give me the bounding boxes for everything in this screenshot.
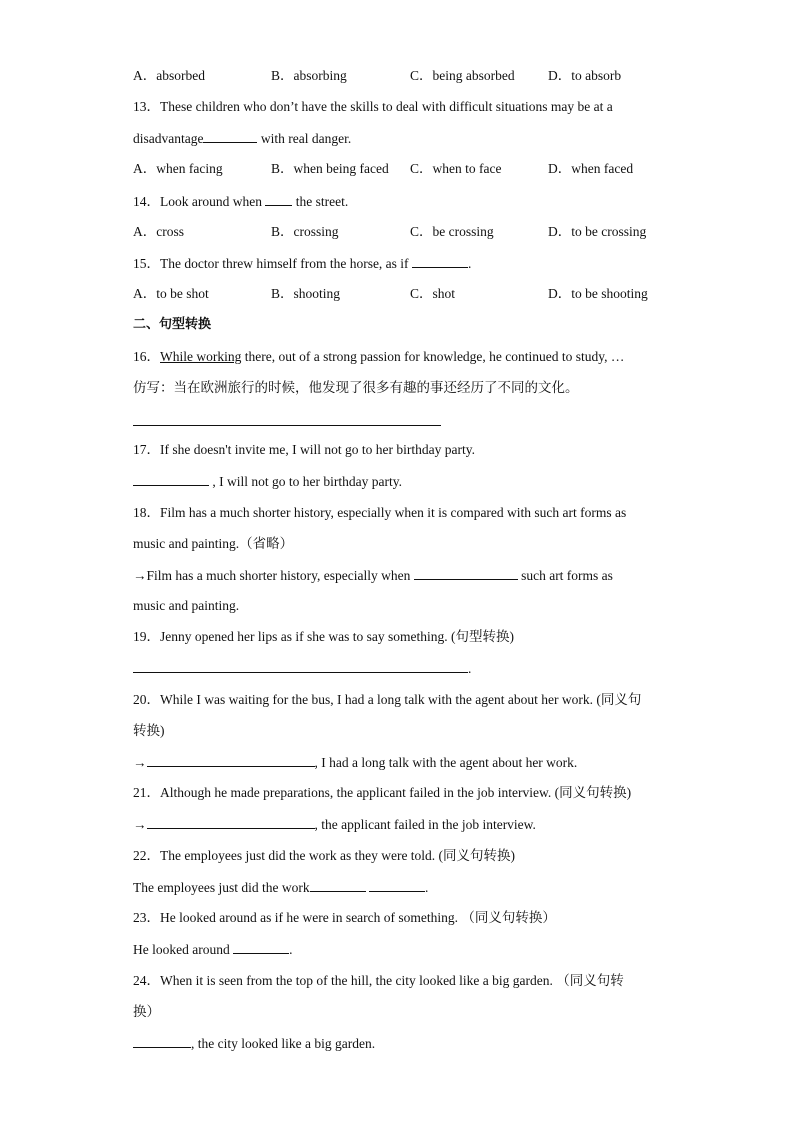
q21-answer-blank <box>147 815 315 829</box>
q14-answer-blank <box>265 192 292 206</box>
q13-option-b: B．when being faced <box>271 161 389 176</box>
q16-stem <box>133 348 624 366</box>
q19-answer <box>133 659 471 678</box>
q12-option-b: B．absorbing <box>271 68 347 83</box>
q15-stem-part1: 15．The doctor threw himself from the horse, as if <box>133 256 412 271</box>
q21-answer <box>133 815 536 834</box>
q22-answer <box>133 878 428 897</box>
q15-answer-blank <box>412 254 468 268</box>
q13-stem-part1: disadvantage <box>133 131 204 146</box>
q14-stem <box>133 192 348 211</box>
q15-option-a: A．to be shot <box>133 286 209 301</box>
q23-answer <box>133 940 292 959</box>
q16-underlined-phrase: While working <box>160 349 242 364</box>
q12-option-d: D．to absorb <box>548 68 622 83</box>
q24-stem-line2: 换） <box>133 1004 160 1019</box>
q20-arrow: → <box>133 755 147 770</box>
q20-answer-tail: , I had a long talk with the agent about her work. <box>314 755 578 770</box>
q24-answer-blank <box>133 1034 191 1048</box>
q19-stem: 19．Jenny opened her lips as if she was to say something. (句型转换) <box>133 629 514 644</box>
q22-answer-end: . <box>424 880 429 895</box>
q14-option-c: C．be crossing <box>410 224 494 239</box>
q15-option-d: D．to be shooting <box>548 286 648 301</box>
q24-answer-tail: , the city looked like a big garden. <box>191 1036 376 1051</box>
q24-answer <box>133 1034 375 1053</box>
q13-option-c: C．when to face <box>410 161 502 176</box>
q23-stem: 23．He looked around as if he were in search of something. （同义句转换） <box>133 910 556 925</box>
q12-option-c: C．being absorbed <box>410 68 515 83</box>
q24-stem-line1: 24．When it is seen from the top of the hill, the city looked like a big garden. （同义句转 <box>133 973 624 988</box>
q14-option-d: D．to be crossing <box>548 224 647 239</box>
q17-answer-tail: , I will not go to her birthday party. <box>209 474 402 489</box>
q16-imitation-prompt: 仿写：当在欧洲旅行的时候，他发现了很多有趣的事还经历了不同的文化。 <box>133 380 579 395</box>
section-heading: 二、句型转换 <box>133 317 212 332</box>
q13-stem-line1: 13．These children who don’t have the skills to deal with difficult situations may be at a <box>133 99 613 114</box>
q13-option-a: A．when facing <box>133 161 223 176</box>
q18-answer-line1 <box>133 566 613 585</box>
q22-answer-blank-2 <box>369 878 425 892</box>
q16-answer-line <box>133 425 441 426</box>
q18-answer-blank <box>414 566 518 580</box>
q15-option-b: B．shooting <box>271 286 341 301</box>
q20-stem-line1: 20．While I was waiting for the bus, I had a long talk with the agent about her work. (同义句 <box>133 692 642 707</box>
q23-answer-start: He looked around <box>133 942 234 957</box>
q15-stem <box>133 254 471 273</box>
q19-answer-end: . <box>468 661 472 676</box>
q14-option-b: B．crossing <box>271 224 339 239</box>
q17-stem: 17．If she doesn't invite me, I will not go to her birthday party. <box>133 442 475 457</box>
q17-answer <box>133 472 402 491</box>
q18-answer-part1: →Film has a much shorter history, especially when <box>133 568 414 583</box>
q18-answer-line2: music and painting. <box>133 598 240 613</box>
q21-arrow: → <box>133 817 147 832</box>
q18-stem-line1: 18．Film has a much shorter history, especially when it is compared with such art forms as <box>133 505 627 520</box>
q15-option-c: C．shot <box>410 286 456 301</box>
q16-number: 16． <box>133 349 160 364</box>
q23-answer-blank <box>233 940 289 954</box>
q19-answer-blank <box>133 659 468 673</box>
q21-stem: 21．Although he made preparations, the applicant failed in the job interview. (同义句转换) <box>133 785 632 800</box>
q20-answer-blank <box>147 753 315 767</box>
q13-stem-line2 <box>133 129 351 148</box>
q13-option-d: D．when faced <box>548 161 634 176</box>
q17-answer-blank <box>133 472 209 486</box>
q23-answer-end: . <box>289 942 293 957</box>
q16-stem-rest: there, out of a strong passion for knowledge, he continued to study, … <box>241 349 625 364</box>
q20-stem-line2: 转换) <box>133 723 165 738</box>
q18-answer-part2: such art forms as <box>517 568 613 583</box>
q15-stem-part2: . <box>467 256 472 271</box>
q14-stem-part1: 14．Look around when <box>133 194 266 209</box>
q14-option-a: A．cross <box>133 224 184 239</box>
q13-stem-part2: with real danger. <box>257 131 352 146</box>
q22-answer-start: The employees just did the work <box>133 880 310 895</box>
q14-stem-part2: the street. <box>292 194 349 209</box>
q22-stem: 22．The employees just did the work as they were told. (同义句转换) <box>133 848 516 863</box>
q12-option-a: A．absorbed <box>133 68 205 83</box>
q21-answer-tail: , the applicant failed in the job interview. <box>314 817 536 832</box>
q20-answer <box>133 753 577 772</box>
q18-stem-line2: music and painting.（省略） <box>133 536 294 551</box>
q13-answer-blank <box>203 129 257 143</box>
q22-answer-blank-1 <box>310 878 366 892</box>
